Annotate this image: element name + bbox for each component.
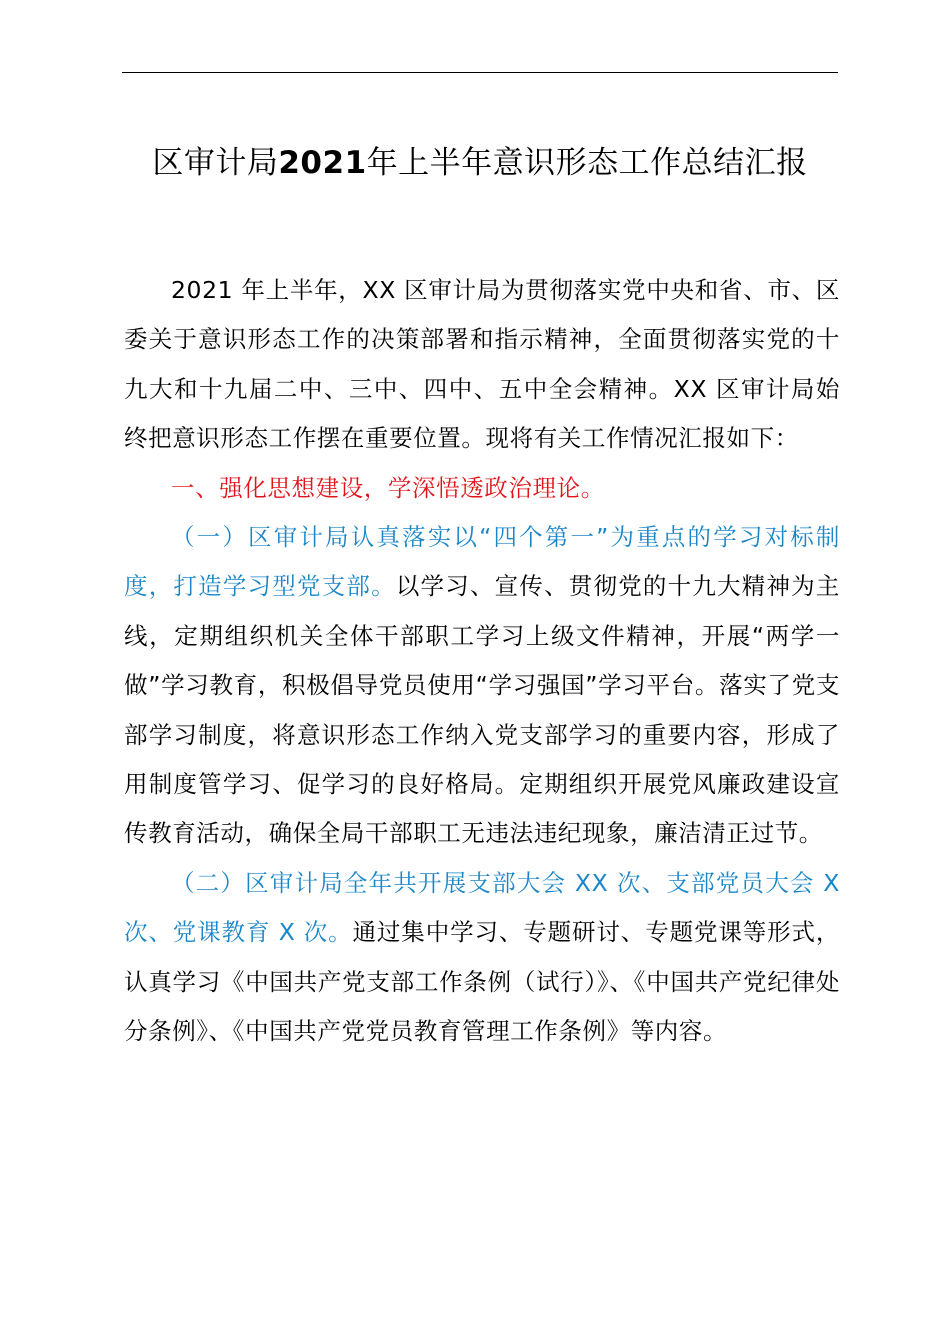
title-prefix: 区审计局 [152,145,279,181]
document-body [124,266,840,1057]
item-heading-1: （一）区审计局认真落实以“四个第一”为重点的学习对标制度，打造学习型党支部。 [124,523,840,601]
item-heading-2: （二）区审计局全年共开展支部大会 XX 次、支部党员大会 X 次、党课教育 X 次。 [124,868,840,947]
section-heading-1: 一、强化思想建设，学深悟透政治理论。 [171,473,605,502]
title-suffix: 年上半年意识形态工作总结汇报 [366,145,808,181]
intro-paragraph: 2021 年上半年，XX 区审计局为贯彻落实党中央和省、市、区委关于意识形态工作的决策部署和指示精神，全面贯彻落实党的十九大和十九届二中、三中、四中、五中全会精神。XX 区审计局始终把意识形态工作摆在重要位置。现将有关工作情况汇报如下： [124,276,840,453]
item-body-1: 以学习、宣传、贯彻党的十九大精神为主线，定期组织机关全体干部职工学习上级文件精神，开展“两学一做”学习教育，积极倡导党员使用“学习强国”学习平台。落实了党支部学习制度，将意识形态工作纳入党支部学习的重要内容，形成了用制度管学习、促学习的良好格局。定期组织开展党风廉政建设宣传教育活动，确保全局干部职工无违法违纪现象，廉洁清正过节。 [124,572,840,848]
item-body-2: 通过集中学习、专题研讨、专题党课等形式，认真学习《中国共产党支部工作条例（试行）》、《中国共产党纪律处分条例》、《中国共产党党员教育管理工作条例》等内容。 [124,918,841,1046]
document-title [118,138,842,188]
header-rule [122,72,838,73]
item-paragraph-1 [124,513,840,859]
title-year: 2021 [278,145,367,181]
item-paragraph-2 [124,859,840,1057]
